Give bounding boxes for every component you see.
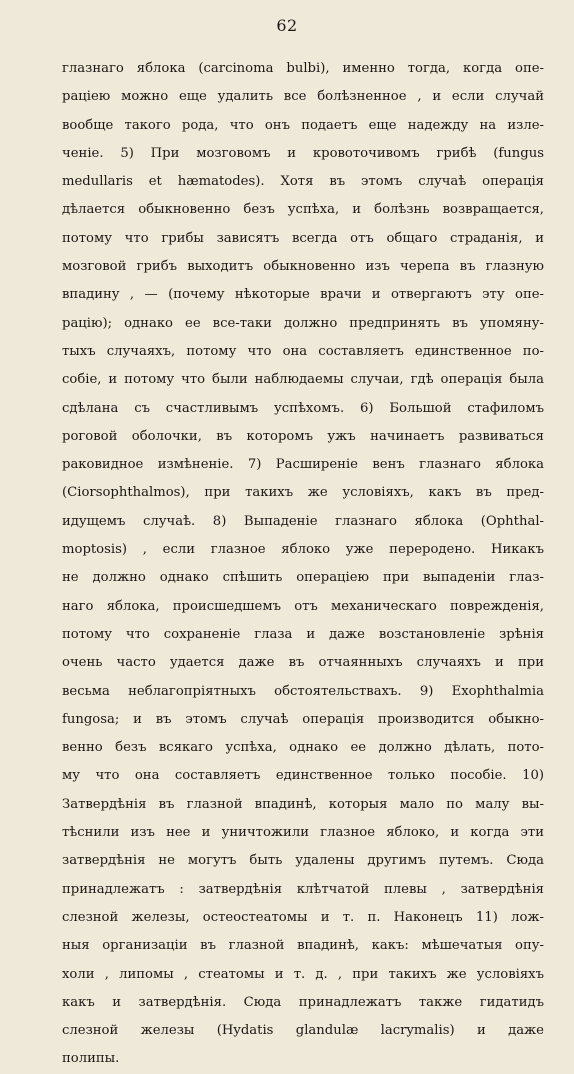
text-line: холи , липомы , стеатомы и т. д. , при такихъ же условіяхъ: [62, 966, 544, 982]
text-line: собіе, и потому что были наблюдаемы случаи, гдѣ операція была: [62, 372, 544, 388]
text-line: тѣснили изъ нее и уничтожили глазное яблоко, и когда эти: [62, 825, 544, 841]
text-line: роговой оболочки, въ которомъ ужъ начинаетъ развиваться: [62, 428, 544, 444]
text-line: moptosis) , если глазное яблоко уже переродено. Никакъ: [62, 542, 544, 558]
text-line: идущемъ случаѣ. 8) Выпаденіе глазнаго яблока (Ophthal-: [62, 513, 544, 529]
text-line: венно безъ всякаго успѣха, однако ее должно дѣлать, пото-: [62, 740, 544, 756]
text-line: глазнаго яблока (carcinoma bulbi), именно тогда, когда опе-: [62, 61, 544, 76]
text-line: (Ciorsophthalmos), при такихъ же условіяхъ, какъ въ пред-: [62, 485, 544, 501]
text-line: fungosa; и въ этомъ случаѣ операція производится обыкно-: [62, 711, 544, 727]
text-line: слезной железы, остеостеатомы и т. п. Наконецъ 11) лож-: [62, 909, 544, 925]
text-line: потому что грибы зависятъ всегда отъ общаго страданія, и: [62, 230, 544, 246]
page-number: 62: [276, 16, 298, 35]
text-line: какъ и затвердѣнія. Сюда принадлежатъ также гидатидъ: [62, 994, 544, 1010]
text-line: ченіе. 5) При мозговомъ и кровоточивомъ грибѣ (fungus: [62, 145, 544, 161]
text-line: рацію); однако ее все-таки должно предпринять въ упомяну-: [62, 315, 544, 331]
text-line: не должно однако спѣшить операціею при выпаденіи глаз-: [62, 570, 544, 586]
text-line: очень часто удается даже въ отчаянныхъ случаяхъ и при: [62, 655, 544, 671]
text-line: весьма неблагопріятныхъ обстоятельствахъ. 9) Exophthalmia: [62, 683, 544, 699]
text-line: medullaris et hæmatodes). Хотя въ этомъ случаѣ операція: [62, 174, 544, 190]
text-line: впадину , — (почему нѣкоторые врачи и отвергаютъ эту опе-: [62, 287, 544, 303]
text-line: сдѣлана съ счастливымъ успѣхомъ. 6) Большой стафиломъ: [62, 400, 544, 416]
body-text: [62, 55, 544, 1074]
text-line: полипы.: [62, 1051, 120, 1067]
text-line: дѣлается обыкновенно безъ успѣха, и болѣзнь возвращается,: [62, 202, 544, 218]
text-line: му что она составляетъ единственное только пособіе. 10): [62, 768, 544, 784]
text-line: тыхъ случаяхъ, потому что она составляетъ единственное по-: [62, 343, 544, 359]
text-line: вообще такого рода, что онъ подаетъ еще надежду на изле-: [62, 117, 544, 133]
text-line: ныя организаціи въ глазной впадинѣ, какъ: мѣшечатыя опу-: [62, 938, 544, 954]
text-line: принадлежатъ : затвердѣнія клѣтчатой плевы , затвердѣнія: [62, 881, 544, 897]
text-line: затвердѣнія не могутъ быть удалены другимъ путемъ. Сюда: [62, 853, 544, 869]
text-line: раковидное измѣненіе. 7) Расширеніе венъ глазнаго яблока: [62, 457, 544, 473]
text-line: Затвердѣнія въ глазной впадинѣ, которыя мало по малу вы-: [62, 796, 544, 812]
text-line: раціею можно еще удалить все болѣзненное , и если случай: [62, 89, 544, 105]
text-line: мозговой грибъ выходитъ обыкновенно изъ черепа въ глазную: [62, 259, 544, 275]
text-line: наго яблока, происшедшемъ отъ механическаго поврежденія,: [62, 598, 544, 614]
text-line: потому что сохраненіе глаза и даже возстановленіе зрѣнія: [62, 626, 544, 642]
text-line: слезной железы (Hydatis glandulæ lacrymalis) и даже: [62, 1023, 544, 1039]
